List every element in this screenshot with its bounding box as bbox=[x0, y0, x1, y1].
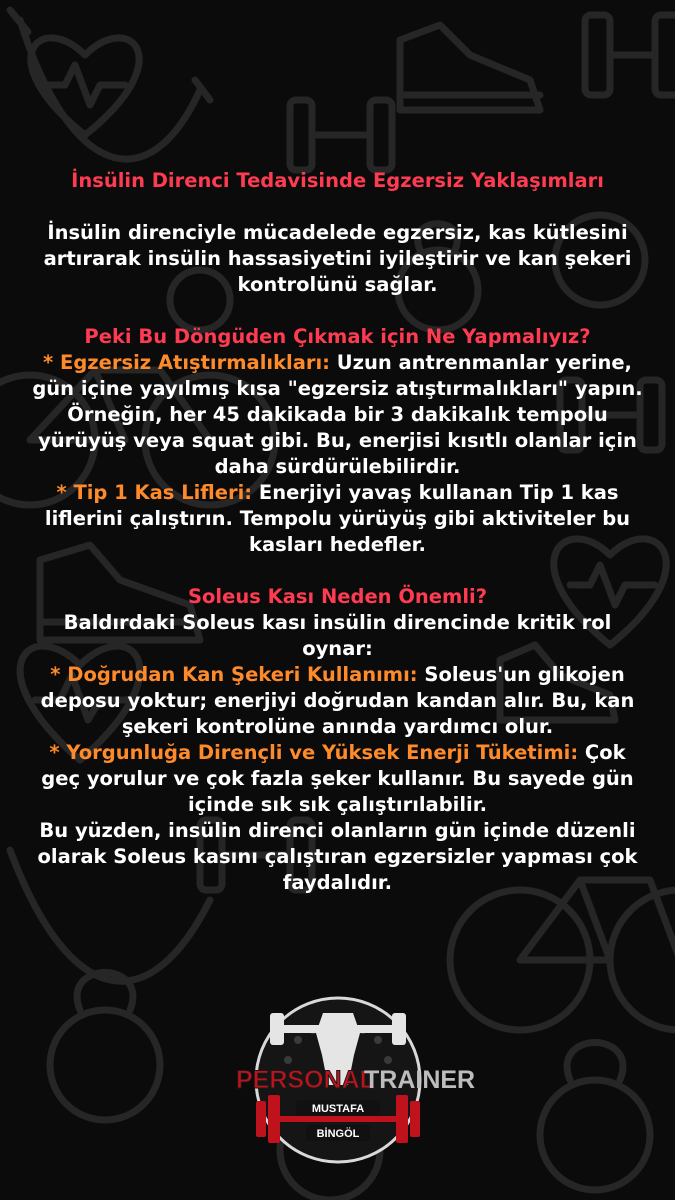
section1-heading: Peki Bu Döngüden Çıkmak için Ne Yapmalıyız? bbox=[84, 325, 591, 348]
item-text: Enerjiyi yavaş kullanan Tip 1 kas liflerini çalıştırın. Tempolu yürüyüş gibi aktiviteler bu kasları hedefler. bbox=[44, 481, 631, 556]
section2-heading: Soleus Kası Neden Önemli? bbox=[187, 585, 488, 608]
kettlebell-icon bbox=[50, 973, 160, 1121]
dumbbell-icon bbox=[290, 100, 392, 170]
logo-word-trainer: TRAINER bbox=[364, 1066, 476, 1094]
intro-paragraph: İnsülin direnciyle mücadelede egzersiz, kas kütlesini artırarak insülin hassasiyetini iyileştirir ve kan şekeri kontrolünü sağlar. bbox=[43, 221, 632, 296]
section2-item bbox=[30, 740, 645, 818]
item-label: * Yorgunluğa Dirençli ve Yüksek Enerji Tüketimi: bbox=[49, 741, 579, 764]
article-title: İnsülin Direnci Tedavisinde Egzersiz Yaklaşımları bbox=[71, 169, 604, 192]
personal-trainer-logo bbox=[178, 985, 498, 1200]
item-label: * Doğrudan Kan Şekeri Kullanımı: bbox=[50, 663, 418, 686]
article bbox=[30, 168, 645, 896]
section1-item bbox=[30, 350, 645, 480]
item-text: Uzun antrenmanlar yerine, gün içine yayılmış kısa "egzersiz atıştırmalıkları" yapın. Örneğin, her 45 dakikada bir 3 dakikalık tempolu yürüyüş veya squat gibi. Bu, enerjisi kısıtlı olanlar için daha sürdürülebilirdir. bbox=[32, 351, 643, 478]
kettlebell-icon bbox=[540, 1043, 650, 1191]
section2-intro: Baldırdaki Soleus kası insülin direncinde kritik rol oynar: bbox=[63, 611, 612, 660]
item-text: Çok geç yorulur ve çok fazla şeker kullanır. Bu sayede gün içinde sık sık çalıştırılabilir. bbox=[41, 741, 634, 816]
sneaker-icon bbox=[400, 25, 540, 110]
item-text: Soleus'un glikojen deposu yoktur; enerjiyi doğrudan kandan alır. Bu, kan şekeri kontrolüne anında yardımcı olur. bbox=[40, 663, 635, 738]
logo-word-personal: PERSONAL bbox=[236, 1066, 375, 1094]
section2-item bbox=[30, 662, 645, 740]
item-label: * Egzersiz Atıştırmalıkları: bbox=[43, 351, 330, 374]
conclusion-paragraph: Bu yüzden, insülin direnci olanların gün içinde düzenli olarak Soleus kasını çalıştıran egzersizler yapması çok faydalıdır. bbox=[37, 819, 638, 894]
dumbbell-icon bbox=[585, 15, 675, 95]
logo-name-last: BİNGÖL bbox=[316, 1128, 360, 1140]
logo-name-first: MUSTAFA bbox=[311, 1103, 365, 1115]
item-label: * Tip 1 Kas Lifleri: bbox=[56, 481, 253, 504]
section1-item bbox=[30, 480, 645, 558]
